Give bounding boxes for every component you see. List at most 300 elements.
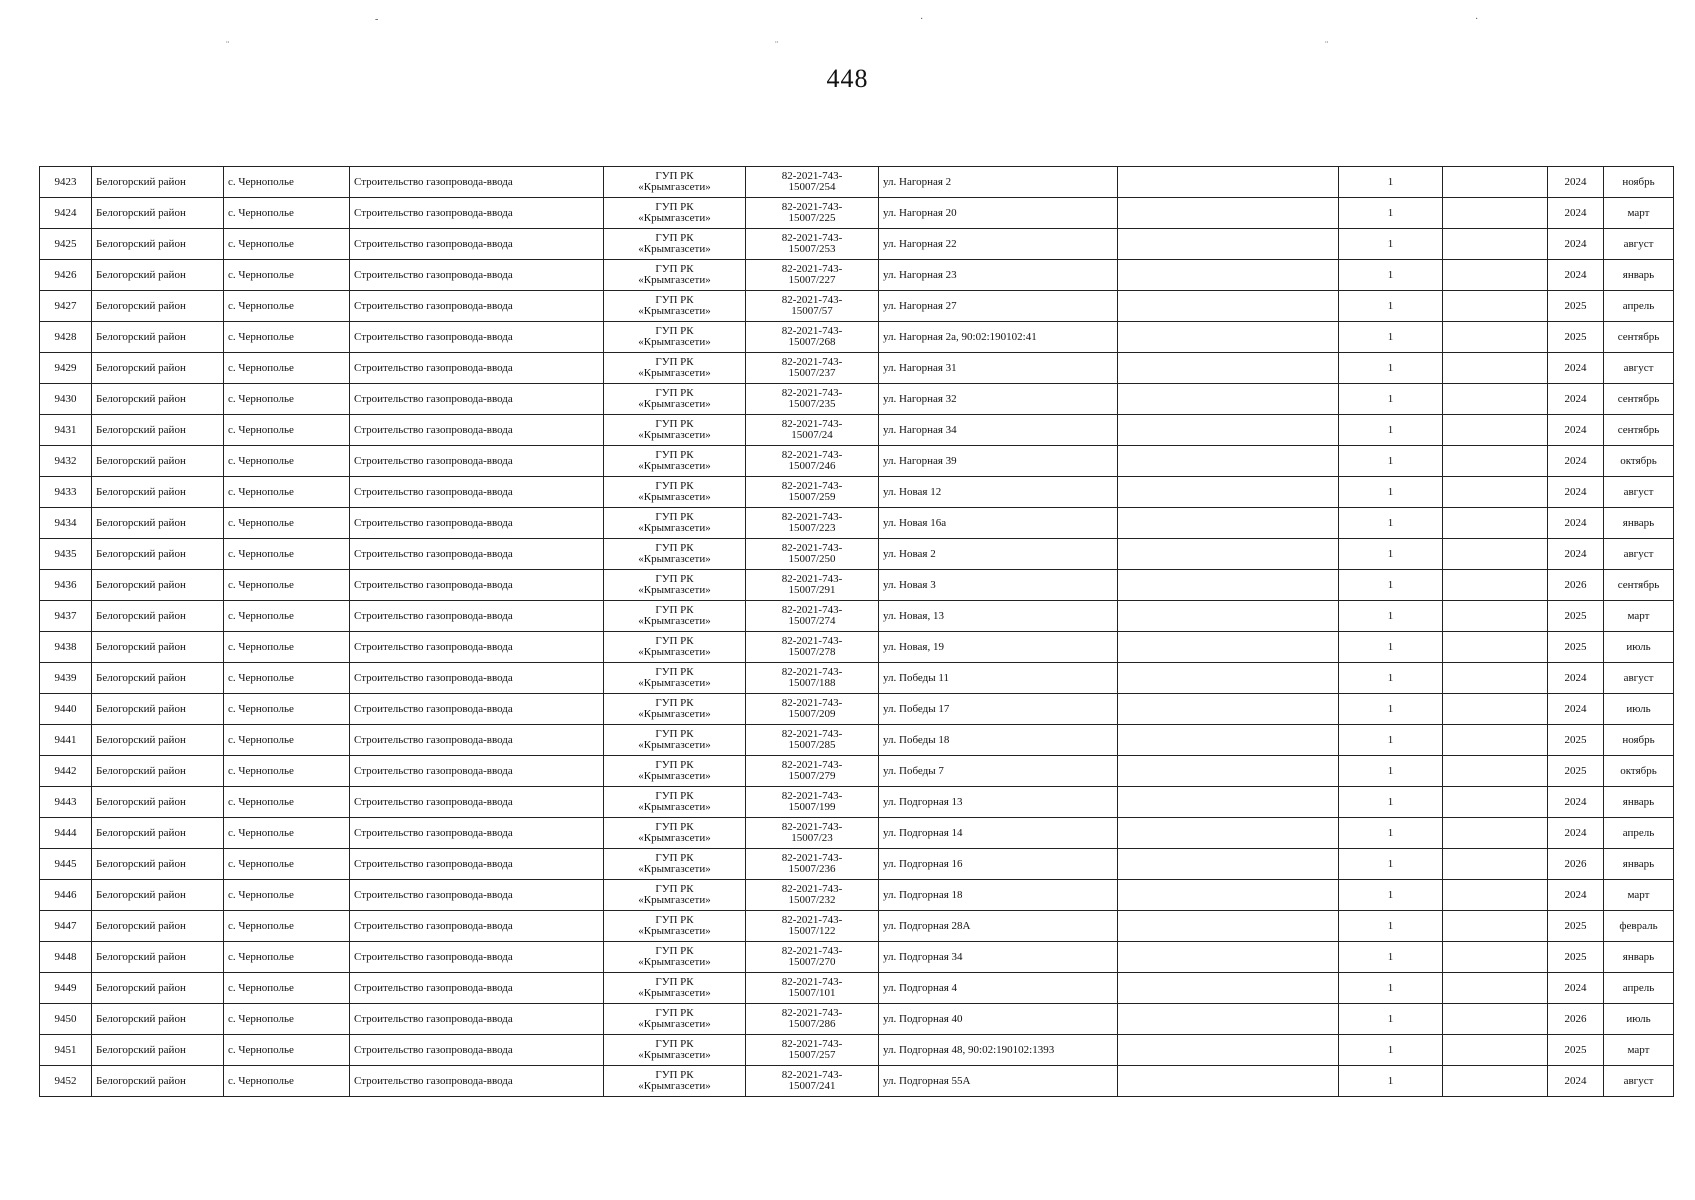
row-number: 9439 (40, 663, 92, 694)
village-cell: с. Чернополье (224, 260, 350, 291)
quantity-cell: 1 (1339, 260, 1443, 291)
registration-code-line: 82-2021-743- (781, 914, 843, 926)
organization-line: «Крымгазсети» (638, 367, 711, 379)
village-cell: с. Чернополье (224, 787, 350, 818)
year-cell: 2024 (1548, 973, 1604, 1004)
district-cell: Белогорский район (92, 632, 224, 663)
organization-cell (604, 787, 746, 818)
month-cell: июль (1604, 632, 1674, 663)
work-type-cell: Строительство газопровода-ввода (350, 1066, 604, 1097)
organization-cell (604, 477, 746, 508)
year-cell: 2024 (1548, 446, 1604, 477)
organization-line: «Крымгазсети» (638, 181, 711, 193)
registration-code-line: 15007/250 (788, 553, 836, 565)
village-cell: с. Чернополье (224, 384, 350, 415)
registration-code-cell (746, 663, 879, 694)
organization-line: «Крымгазсети» (638, 925, 711, 937)
quantity-cell: 1 (1339, 1066, 1443, 1097)
quantity-cell: 1 (1339, 787, 1443, 818)
registration-code-cell (746, 570, 879, 601)
address-cell: ул. Нагорная 20 (879, 198, 1118, 229)
registration-code-line: 15007/268 (788, 336, 836, 348)
registration-code-cell (746, 694, 879, 725)
district-cell: Белогорский район (92, 1035, 224, 1066)
work-type-cell: Строительство газопровода-ввода (350, 291, 604, 322)
year-cell: 2024 (1548, 353, 1604, 384)
address-cell: ул. Новая 16а (879, 508, 1118, 539)
empty-cell (1443, 663, 1548, 694)
district-cell: Белогорский район (92, 756, 224, 787)
registration-code-cell (746, 725, 879, 756)
registration-code-cell (746, 1066, 879, 1097)
organization-cell (604, 942, 746, 973)
empty-cell (1443, 1035, 1548, 1066)
address-cell: ул. Подгорная 4 (879, 973, 1118, 1004)
organization-line: ГУП РК (655, 914, 694, 926)
organization-cell (604, 539, 746, 570)
quantity-cell: 1 (1339, 632, 1443, 663)
table-row (40, 725, 1674, 756)
empty-cell (1118, 694, 1339, 725)
registration-code-line: 82-2021-743- (781, 666, 843, 678)
organization-line: «Крымгазсети» (638, 491, 711, 503)
organization-line: «Крымгазсети» (638, 987, 711, 999)
organization-line: «Крымгазсети» (638, 305, 711, 317)
month-cell: август (1604, 229, 1674, 260)
empty-cell (1118, 384, 1339, 415)
empty-cell (1118, 911, 1339, 942)
registration-code-line: 82-2021-743- (781, 635, 843, 647)
empty-cell (1443, 787, 1548, 818)
organization-cell (604, 849, 746, 880)
registration-code-line: 82-2021-743- (781, 976, 843, 988)
village-cell: с. Чернополье (224, 167, 350, 198)
registration-code-line: 15007/225 (788, 212, 836, 224)
organization-line: ГУП РК (655, 542, 694, 554)
registration-code-cell (746, 818, 879, 849)
table-row (40, 973, 1674, 1004)
empty-cell (1443, 818, 1548, 849)
row-number: 9430 (40, 384, 92, 415)
registration-code-line: 82-2021-743- (781, 449, 843, 461)
year-cell: 2026 (1548, 849, 1604, 880)
quantity-cell: 1 (1339, 601, 1443, 632)
district-cell: Белогорский район (92, 322, 224, 353)
organization-line: ГУП РК (655, 945, 694, 957)
district-cell: Белогорский район (92, 539, 224, 570)
registration-code-line: 82-2021-743- (781, 201, 843, 213)
work-type-cell: Строительство газопровода-ввода (350, 508, 604, 539)
district-cell: Белогорский район (92, 446, 224, 477)
address-cell: ул. Нагорная 34 (879, 415, 1118, 446)
organization-line: «Крымгазсети» (638, 243, 711, 255)
row-number: 9441 (40, 725, 92, 756)
work-type-cell: Строительство газопровода-ввода (350, 353, 604, 384)
village-cell: с. Чернополье (224, 911, 350, 942)
organization-cell (604, 694, 746, 725)
registration-code-line: 82-2021-743- (781, 1069, 843, 1081)
table-row (40, 415, 1674, 446)
village-cell: с. Чернополье (224, 229, 350, 260)
registration-code-line: 82-2021-743- (781, 356, 843, 368)
empty-cell (1118, 725, 1339, 756)
month-cell: январь (1604, 849, 1674, 880)
row-number: 9447 (40, 911, 92, 942)
quantity-cell: 1 (1339, 849, 1443, 880)
scan-speck: - (375, 14, 379, 25)
row-number: 9448 (40, 942, 92, 973)
registration-code-cell (746, 322, 879, 353)
empty-cell (1118, 880, 1339, 911)
quantity-cell: 1 (1339, 570, 1443, 601)
table-row (40, 570, 1674, 601)
month-cell: январь (1604, 508, 1674, 539)
organization-line: ГУП РК (655, 387, 694, 399)
table-row (40, 167, 1674, 198)
address-cell: ул. Нагорная 23 (879, 260, 1118, 291)
registration-code-cell (746, 601, 879, 632)
address-cell: ул. Нагорная 32 (879, 384, 1118, 415)
year-cell: 2024 (1548, 198, 1604, 229)
quantity-cell: 1 (1339, 942, 1443, 973)
registration-code-cell (746, 1004, 879, 1035)
row-number: 9432 (40, 446, 92, 477)
row-number: 9429 (40, 353, 92, 384)
village-cell: с. Чернополье (224, 818, 350, 849)
quantity-cell: 1 (1339, 353, 1443, 384)
empty-cell (1118, 570, 1339, 601)
organization-line: ГУП РК (655, 201, 694, 213)
empty-cell (1443, 229, 1548, 260)
organization-line: «Крымгазсети» (638, 274, 711, 286)
work-type-cell: Строительство газопровода-ввода (350, 1035, 604, 1066)
row-number: 9431 (40, 415, 92, 446)
organization-line: ГУП РК (655, 418, 694, 430)
empty-cell (1443, 291, 1548, 322)
registration-code-line: 15007/209 (788, 708, 836, 720)
registration-code-line: 15007/291 (788, 584, 836, 596)
address-cell: ул. Победы 17 (879, 694, 1118, 725)
empty-cell (1118, 446, 1339, 477)
district-cell: Белогорский район (92, 260, 224, 291)
registration-code-line: 15007/122 (788, 925, 836, 937)
village-cell: с. Чернополье (224, 446, 350, 477)
empty-cell (1443, 601, 1548, 632)
page-number: 448 (826, 64, 869, 93)
district-cell: Белогорский район (92, 880, 224, 911)
month-cell: март (1604, 198, 1674, 229)
empty-cell (1118, 663, 1339, 694)
table-row (40, 601, 1674, 632)
organization-line: «Крымгазсети» (638, 770, 711, 782)
work-type-cell: Строительство газопровода-ввода (350, 198, 604, 229)
table-row (40, 911, 1674, 942)
organization-line: «Крымгазсети» (638, 460, 711, 472)
table-row (40, 322, 1674, 353)
empty-cell (1118, 229, 1339, 260)
work-type-cell: Строительство газопровода-ввода (350, 384, 604, 415)
work-type-cell: Строительство газопровода-ввода (350, 167, 604, 198)
organization-cell (604, 663, 746, 694)
empty-cell (1118, 260, 1339, 291)
year-cell: 2024 (1548, 539, 1604, 570)
work-type-cell: Строительство газопровода-ввода (350, 477, 604, 508)
address-cell: ул. Подгорная 55А (879, 1066, 1118, 1097)
empty-cell (1443, 632, 1548, 663)
empty-cell (1443, 942, 1548, 973)
organization-cell (604, 384, 746, 415)
registration-code-cell (746, 632, 879, 663)
quantity-cell: 1 (1339, 229, 1443, 260)
registration-code-line: 82-2021-743- (781, 1007, 843, 1019)
month-cell: сентябрь (1604, 415, 1674, 446)
registration-code-cell (746, 787, 879, 818)
registration-code-cell (746, 849, 879, 880)
year-cell: 2024 (1548, 229, 1604, 260)
address-cell: ул. Новая 12 (879, 477, 1118, 508)
empty-cell (1118, 973, 1339, 1004)
table-row (40, 1035, 1674, 1066)
registration-code-cell (746, 539, 879, 570)
village-cell: с. Чернополье (224, 1004, 350, 1035)
organization-cell (604, 1004, 746, 1035)
registration-code-line: 15007/237 (788, 367, 836, 379)
registration-code-line: 15007/274 (788, 615, 836, 627)
district-cell: Белогорский район (92, 942, 224, 973)
month-cell: март (1604, 1035, 1674, 1066)
registration-code-line: 15007/286 (788, 1018, 836, 1030)
row-number: 9445 (40, 849, 92, 880)
work-type-cell: Строительство газопровода-ввода (350, 1004, 604, 1035)
organization-line: «Крымгазсети» (638, 956, 711, 968)
district-cell: Белогорский район (92, 818, 224, 849)
table-row (40, 756, 1674, 787)
registration-code-line: 15007/188 (788, 677, 836, 689)
registration-code-line: 82-2021-743- (781, 387, 843, 399)
table-row (40, 632, 1674, 663)
empty-cell (1443, 198, 1548, 229)
address-cell: ул. Подгорная 34 (879, 942, 1118, 973)
organization-line: ГУП РК (655, 325, 694, 337)
table-row (40, 353, 1674, 384)
village-cell: с. Чернополье (224, 322, 350, 353)
village-cell: с. Чернополье (224, 1066, 350, 1097)
address-cell: ул. Нагорная 22 (879, 229, 1118, 260)
district-cell: Белогорский район (92, 291, 224, 322)
work-type-cell: Строительство газопровода-ввода (350, 539, 604, 570)
table-row (40, 818, 1674, 849)
registration-code-cell (746, 446, 879, 477)
organization-cell (604, 880, 746, 911)
month-cell: сентябрь (1604, 384, 1674, 415)
row-number: 9444 (40, 818, 92, 849)
organization-line: «Крымгазсети» (638, 522, 711, 534)
village-cell: с. Чернополье (224, 849, 350, 880)
registration-code-line: 15007/279 (788, 770, 836, 782)
empty-cell (1118, 1066, 1339, 1097)
organization-line: ГУП РК (655, 170, 694, 182)
registration-code-cell (746, 942, 879, 973)
address-cell: ул. Победы 7 (879, 756, 1118, 787)
registration-code-line: 15007/253 (788, 243, 836, 255)
registration-code-line: 15007/235 (788, 398, 836, 410)
empty-cell (1443, 446, 1548, 477)
empty-cell (1443, 694, 1548, 725)
organization-cell (604, 601, 746, 632)
row-number: 9452 (40, 1066, 92, 1097)
organization-line: «Крымгазсети» (638, 832, 711, 844)
work-type-cell: Строительство газопровода-ввода (350, 880, 604, 911)
year-cell: 2026 (1548, 570, 1604, 601)
organization-line: ГУП РК (655, 356, 694, 368)
registration-code-line: 15007/270 (788, 956, 836, 968)
month-cell: июль (1604, 694, 1674, 725)
registration-code-line: 82-2021-743- (781, 604, 843, 616)
district-cell: Белогорский район (92, 663, 224, 694)
empty-cell (1118, 415, 1339, 446)
registration-code-line: 82-2021-743- (781, 573, 843, 585)
registration-code-cell (746, 477, 879, 508)
table-row (40, 880, 1674, 911)
address-cell: ул. Новая 3 (879, 570, 1118, 601)
month-cell: апрель (1604, 291, 1674, 322)
empty-cell (1118, 322, 1339, 353)
registration-code-cell (746, 1035, 879, 1066)
empty-cell (1118, 167, 1339, 198)
organization-line: ГУП РК (655, 790, 694, 802)
registration-code-cell (746, 973, 879, 1004)
registration-code-line: 82-2021-743- (781, 232, 843, 244)
registration-code-line: 15007/246 (788, 460, 836, 472)
registration-code-line: 82-2021-743- (781, 697, 843, 709)
row-number: 9433 (40, 477, 92, 508)
district-cell: Белогорский район (92, 787, 224, 818)
quantity-cell: 1 (1339, 725, 1443, 756)
work-type-cell: Строительство газопровода-ввода (350, 849, 604, 880)
organization-line: ГУП РК (655, 883, 694, 895)
row-number: 9426 (40, 260, 92, 291)
registration-code-line: 15007/254 (788, 181, 836, 193)
empty-cell (1443, 260, 1548, 291)
organization-line: «Крымгазсети» (638, 1018, 711, 1030)
organization-line: ГУП РК (655, 511, 694, 523)
organization-cell (604, 756, 746, 787)
empty-cell (1118, 942, 1339, 973)
month-cell: апрель (1604, 973, 1674, 1004)
organization-line: «Крымгазсети» (638, 429, 711, 441)
empty-cell (1118, 756, 1339, 787)
organization-cell (604, 415, 746, 446)
quantity-cell: 1 (1339, 1004, 1443, 1035)
month-cell: сентябрь (1604, 322, 1674, 353)
village-cell: с. Чернополье (224, 1035, 350, 1066)
organization-line: ГУП РК (655, 1038, 694, 1050)
registration-code-line: 82-2021-743- (781, 418, 843, 430)
row-number: 9440 (40, 694, 92, 725)
registration-code-line: 82-2021-743- (781, 728, 843, 740)
district-cell: Белогорский район (92, 508, 224, 539)
year-cell: 2025 (1548, 601, 1604, 632)
row-number: 9446 (40, 880, 92, 911)
registration-code-cell (746, 415, 879, 446)
table-row (40, 260, 1674, 291)
organization-line: «Крымгазсети» (638, 801, 711, 813)
address-cell: ул. Новая, 13 (879, 601, 1118, 632)
register-table (39, 166, 1674, 1097)
registration-code-line: 82-2021-743- (781, 263, 843, 275)
registration-code-line: 15007/223 (788, 522, 836, 534)
address-cell: ул. Победы 18 (879, 725, 1118, 756)
empty-cell (1443, 973, 1548, 1004)
district-cell: Белогорский район (92, 198, 224, 229)
address-cell: ул. Подгорная 13 (879, 787, 1118, 818)
month-cell: январь (1604, 787, 1674, 818)
year-cell: 2024 (1548, 508, 1604, 539)
year-cell: 2025 (1548, 725, 1604, 756)
district-cell: Белогорский район (92, 229, 224, 260)
organization-line: ГУП РК (655, 449, 694, 461)
registration-code-line: 82-2021-743- (781, 883, 843, 895)
organization-line: ГУП РК (655, 263, 694, 275)
registration-code-line: 15007/199 (788, 801, 836, 813)
year-cell: 2024 (1548, 663, 1604, 694)
scan-speck: · (1475, 14, 1479, 25)
village-cell: с. Чернополье (224, 415, 350, 446)
quantity-cell: 1 (1339, 880, 1443, 911)
quantity-cell: 1 (1339, 539, 1443, 570)
address-cell: ул. Нагорная 2 (879, 167, 1118, 198)
year-cell: 2024 (1548, 260, 1604, 291)
registration-code-cell (746, 508, 879, 539)
organization-cell (604, 446, 746, 477)
organization-line: ГУП РК (655, 821, 694, 833)
empty-cell (1443, 477, 1548, 508)
address-cell: ул. Новая, 19 (879, 632, 1118, 663)
registration-code-line: 15007/24 (791, 429, 833, 441)
empty-cell (1118, 539, 1339, 570)
empty-cell (1443, 508, 1548, 539)
village-cell: с. Чернополье (224, 508, 350, 539)
empty-cell (1443, 849, 1548, 880)
work-type-cell: Строительство газопровода-ввода (350, 756, 604, 787)
district-cell: Белогорский район (92, 601, 224, 632)
address-cell: ул. Подгорная 40 (879, 1004, 1118, 1035)
district-cell: Белогорский район (92, 415, 224, 446)
registration-code-line: 15007/101 (788, 987, 836, 999)
district-cell: Белогорский район (92, 167, 224, 198)
registration-code-cell (746, 167, 879, 198)
quantity-cell: 1 (1339, 508, 1443, 539)
address-cell: ул. Нагорная 2а, 90:02:190102:41 (879, 322, 1118, 353)
month-cell: август (1604, 353, 1674, 384)
village-cell: с. Чернополье (224, 198, 350, 229)
registration-code-line: 15007/227 (788, 274, 836, 286)
organization-cell (604, 167, 746, 198)
month-cell: февраль (1604, 911, 1674, 942)
quantity-cell: 1 (1339, 818, 1443, 849)
address-cell: ул. Нагорная 27 (879, 291, 1118, 322)
empty-cell (1118, 632, 1339, 663)
register-body (40, 167, 1674, 1097)
table-row (40, 229, 1674, 260)
village-cell: с. Чернополье (224, 756, 350, 787)
district-cell: Белогорский район (92, 1066, 224, 1097)
district-cell: Белогорский район (92, 849, 224, 880)
organization-cell (604, 353, 746, 384)
registration-code-line: 82-2021-743- (781, 480, 843, 492)
address-cell: ул. Подгорная 28А (879, 911, 1118, 942)
row-number: 9442 (40, 756, 92, 787)
